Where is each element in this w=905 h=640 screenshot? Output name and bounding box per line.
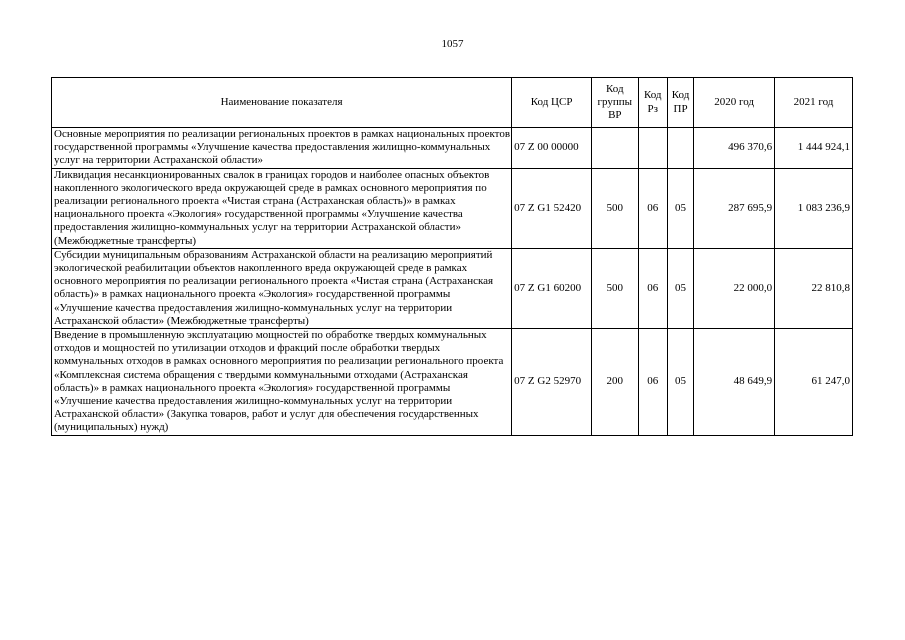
row-2021: 22 810,8 bbox=[775, 248, 853, 328]
row-vr: 500 bbox=[592, 248, 639, 328]
row-csr: 07 Z G1 52420 bbox=[512, 168, 592, 248]
row-pr: 05 bbox=[667, 248, 693, 328]
row-rz: 06 bbox=[638, 329, 667, 436]
header-name: Наименование показателя bbox=[52, 78, 512, 128]
row-name: Субсидии муниципальным образованиям Астраханской области на реализацию мероприятий экологической реабилитации объектов накопленного вреда окружающей среде в рамках основного мероприятия по реализации регионального проекта «Чистая страна (Астраханская область)» в рамках национального проекта «Экология» государственной программы «Улучшение качества предоставления жилищно-коммунальных услуг на территории Астраханской области» (Межбюджетные трансферты) bbox=[52, 248, 512, 328]
row-rz: 06 bbox=[638, 248, 667, 328]
row-2021: 1 083 236,9 bbox=[775, 168, 853, 248]
row-csr: 07 Z G1 60200 bbox=[512, 248, 592, 328]
row-2020: 22 000,0 bbox=[694, 248, 775, 328]
header-csr: Код ЦСР bbox=[512, 78, 592, 128]
header-pr: Код ПР bbox=[667, 78, 693, 128]
table-row bbox=[52, 128, 853, 169]
table-row bbox=[52, 168, 853, 248]
row-pr: 05 bbox=[667, 329, 693, 436]
header-2020: 2020 год bbox=[694, 78, 775, 128]
header-vr: Код группы ВР bbox=[592, 78, 639, 128]
row-pr bbox=[667, 128, 693, 169]
table-header-row bbox=[52, 78, 853, 128]
row-csr: 07 Z G2 52970 bbox=[512, 329, 592, 436]
table-row bbox=[52, 248, 853, 328]
row-2021: 61 247,0 bbox=[775, 329, 853, 436]
row-csr: 07 Z 00 00000 bbox=[512, 128, 592, 169]
row-2020: 287 695,9 bbox=[694, 168, 775, 248]
table-row bbox=[52, 329, 853, 436]
header-2021: 2021 год bbox=[775, 78, 853, 128]
row-2020: 496 370,6 bbox=[694, 128, 775, 169]
page-number: 1057 bbox=[441, 38, 464, 50]
row-vr: 200 bbox=[592, 329, 639, 436]
row-2021: 1 444 924,1 bbox=[775, 128, 853, 169]
header-rz: Код Рз bbox=[638, 78, 667, 128]
row-name: Ликвидация несанкционированных свалок в границах городов и наиболее опасных объектов накопленного экологического вреда окружающей среде в рамках основного мероприятия по реализации регионального проекта «Чистая страна (Астраханская область)» в рамках национального проекта «Экология» государственной программы «Улучшение качества предоставления жилищно-коммунальных услуг на территории Астраханской области» (Межбюджетные трансферты) bbox=[52, 168, 512, 248]
row-rz bbox=[638, 128, 667, 169]
row-vr bbox=[592, 128, 639, 169]
row-2020: 48 649,9 bbox=[694, 329, 775, 436]
row-name: Введение в промышленную эксплуатацию мощностей по обработке твердых коммунальных отходов и мощностей по утилизации отходов и фракций после обработки твердых коммунальных отходов в рамках основного мероприятия по реализации регионального проекта «Комплексная система обращения с твердыми коммунальными отходами (Астраханская область)» в рамках национального проекта «Экология» государственной программы «Улучшение качества предоставления жилищно-коммунальных услуг на территории Астраханской области» (Закупка товаров, работ и услуг для обеспечения государственных (муниципальных) нужд) bbox=[52, 329, 512, 436]
row-rz: 06 bbox=[638, 168, 667, 248]
row-name: Основные мероприятия по реализации региональных проектов в рамках национальных проектов государственной программы «Улучшение качества предоставления жилищно-коммунальных услуг на территории Астраханской области» bbox=[52, 128, 512, 169]
row-pr: 05 bbox=[667, 168, 693, 248]
row-vr: 500 bbox=[592, 168, 639, 248]
budget-table bbox=[51, 77, 853, 436]
